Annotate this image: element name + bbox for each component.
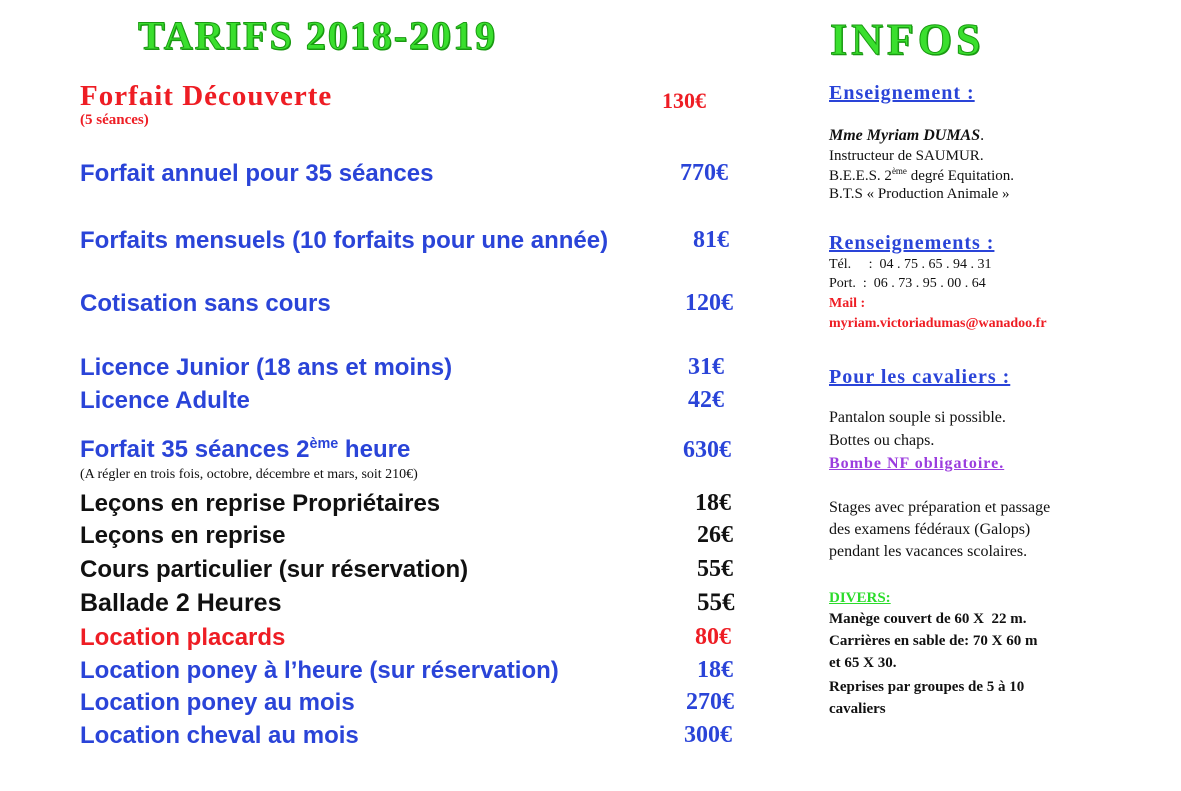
cotisation-label: Cotisation sans cours	[80, 290, 331, 317]
forfait35-label-pre: Forfait 35 séances 2	[80, 436, 310, 463]
renseignements-port: Port. : 06 . 73 . 95 . 00 . 64	[829, 276, 986, 291]
row-cours-particulier-label: Cours particulier (sur réservation)	[80, 556, 469, 583]
forfait35-price: 630€	[683, 437, 731, 463]
licence-junior-price: 31€	[688, 354, 724, 380]
row-poney-heure-price: 18€	[697, 657, 733, 683]
stages-line3: pendant les vacances scolaires.	[829, 543, 1028, 560]
row-cheval-mois-label: Location cheval au mois	[80, 722, 359, 749]
row-poney-mois-label: Location poney au mois	[80, 689, 355, 716]
mensuels-price: 81€	[693, 227, 729, 253]
row-ballade-label: Ballade 2 Heures	[80, 589, 282, 617]
decouverte-price: 130€	[662, 88, 706, 113]
divers-line5: cavaliers	[829, 701, 886, 717]
renseignements-mail-label: Mail :	[829, 296, 866, 311]
row-cheval-mois-price: 300€	[684, 722, 732, 748]
row-lecons-proprietaires-price: 18€	[695, 490, 731, 516]
licence-junior-label: Licence Junior (18 ans et moins)	[80, 354, 453, 381]
licence-adulte-price: 42€	[688, 387, 724, 413]
row-lecons-label: Leçons en reprise	[80, 522, 286, 549]
enseignement-name-suffix: .	[980, 127, 985, 144]
enseignement-line2-sup: ème	[891, 166, 907, 176]
annuel-label: Forfait annuel pour 35 séances	[80, 160, 434, 187]
cavaliers-line3: Bombe NF obligatoire.	[829, 455, 1005, 472]
enseignement-line2-post: degré Equitation.	[906, 168, 1014, 184]
row-poney-mois-price: 270€	[686, 689, 734, 715]
renseignements-heading: Renseignements :	[829, 232, 995, 254]
enseignement-heading: Enseignement :	[829, 82, 975, 104]
row-lecons-price: 26€	[697, 522, 733, 548]
divers-line1: Manège couvert de 60 X 22 m.	[829, 611, 1027, 627]
enseignement-line1: Instructeur de SAUMUR.	[829, 148, 984, 164]
enseignement-name	[829, 127, 984, 145]
cavaliers-line1: Pantalon souple si possible.	[829, 409, 1006, 426]
tarifs-title: TARIFS 2018-2019	[138, 13, 498, 58]
stages-line2: des examens fédéraux (Galops)	[829, 521, 1031, 538]
renseignements-tel: Tél. : 04 . 75 . 65 . 94 . 31	[829, 257, 992, 272]
divers-line3: et 65 X 30.	[829, 655, 897, 671]
enseignement-line2-pre: B.E.E.S. 2	[829, 168, 892, 184]
row-lecons-proprietaires-label: Leçons en reprise Propriétaires	[80, 490, 441, 517]
cotisation-price: 120€	[685, 290, 733, 316]
forfait35-note: (A régler en trois fois, octobre, décembre et mars, soit 210€)	[80, 467, 418, 482]
enseignement-line2	[829, 166, 1014, 185]
cavaliers-line2: Bottes ou chaps.	[829, 432, 935, 449]
licence-adulte-label: Licence Adulte	[80, 387, 250, 414]
row-placards-label: Location placards	[80, 624, 286, 651]
row-ballade-price: 55€	[697, 589, 735, 616]
decouverte-label: Forfait Découverte	[80, 80, 333, 112]
renseignements-mail[interactable]: myriam.victoriadumas@wanadoo.fr	[829, 316, 1047, 331]
mensuels-label: Forfaits mensuels (10 forfaits pour une année)	[80, 227, 609, 254]
divers-line2: Carrières en sable de: 70 X 60 m	[829, 633, 1038, 649]
divers-heading: DIVERS:	[829, 590, 891, 606]
stages-line1: Stages avec préparation et passage	[829, 499, 1051, 516]
cavaliers-heading: Pour les cavaliers :	[829, 366, 1011, 388]
enseignement-line3: B.T.S « Production Animale »	[829, 186, 1010, 202]
annuel-price: 770€	[680, 160, 728, 186]
decouverte-sub: (5 séances)	[80, 112, 149, 128]
row-cours-particulier-price: 55€	[697, 556, 733, 582]
forfait35-label-post: heure	[338, 436, 411, 463]
forfait35-label	[80, 436, 410, 464]
forfait35-label-sup: ème	[309, 436, 339, 452]
divers-line4: Reprises par groupes de 5 à 10	[829, 679, 1025, 695]
enseignement-name-text: Mme Myriam DUMAS	[829, 127, 981, 144]
row-placards-price: 80€	[695, 624, 731, 650]
infos-title: INFOS	[830, 15, 985, 64]
row-poney-heure-label: Location poney à l’heure (sur réservation)	[80, 657, 559, 684]
